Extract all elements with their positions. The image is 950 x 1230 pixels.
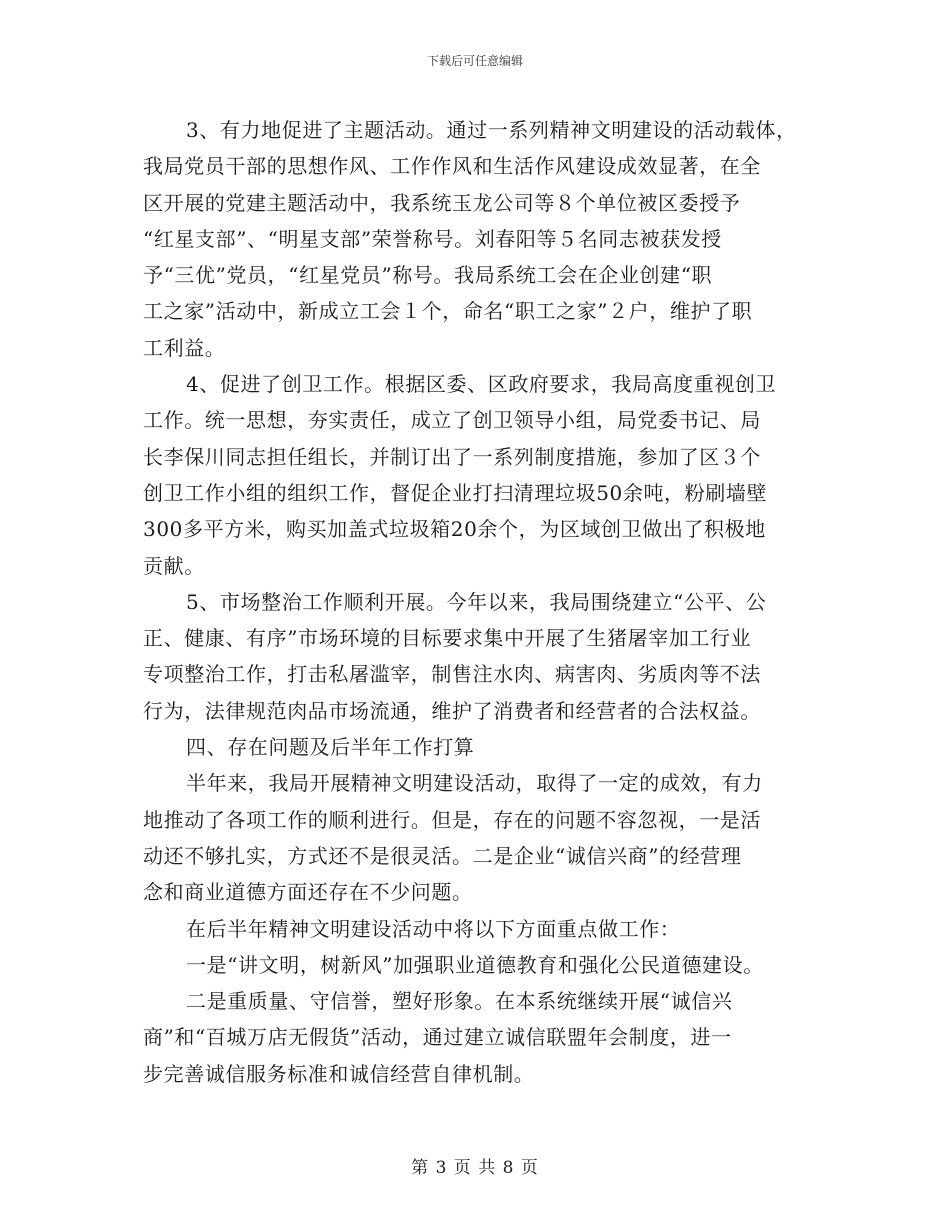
text-line: 半年来，我局开展精神文明建设活动，取得了一定的成效，有力	[186, 771, 763, 796]
text-line: 创卫工作小组的组织工作，督促企业打扫清理垃圾50余吨，粉刷墙壁	[143, 480, 768, 505]
text-line: 地推动了各项工作的顺利进行。但是，存在的问题不容忽视，一是活	[143, 807, 761, 832]
text-line: 步完善诚信服务标准和诚信经营自律机制。	[143, 1061, 535, 1086]
text-line: “红星支部”、“明星支部”荣誉称号。刘春阳等５名同志被获发授	[143, 226, 722, 251]
text-line: 工利益。	[143, 335, 226, 360]
text-line: 正、健康、有序”市场环境的目标要求集中开展了生猪屠宰加工行业	[143, 626, 752, 651]
text-line: 念和商业道德方面还存在不少问题。	[143, 880, 473, 905]
document-body	[143, 112, 833, 1092]
text-line: 二是重质量、守信誉，塑好形象。在本系统继续开展“诚信兴	[186, 989, 733, 1014]
text-line: 四、存在问题及后半年工作打算	[186, 735, 475, 760]
text-line: 行为，法律规范肉品市场流通，维护了消费者和经营者的合法权益。	[143, 698, 761, 723]
text-line: 在后半年精神文明建设活动中将以下方面重点做工作：	[186, 916, 681, 941]
text-line: 工作。统一思想，夯实责任，成立了创卫领导小组，局党委书记、局	[143, 408, 761, 433]
text-line: 长李保川同志担任组长，并制订出了一系列制度措施，参加了区３个	[143, 444, 761, 469]
text-line: 工之家”活动中，新成立工会１个，命名“职工之家”２户，维护了职	[143, 299, 753, 324]
text-line: 5、市场整治工作顺利开展。今年以来，我局围绕建立“公平、公	[186, 589, 767, 614]
text-line: 一是“讲文明，树新风”加强职业道德教育和强化公民道德建设。	[186, 952, 764, 977]
text-line: 贡献。	[143, 553, 205, 578]
text-line: 我局党员干部的思想作风、工作作风和生活作风建设成效显著，在全	[143, 154, 761, 179]
text-line: 300多平方米，购买加盖式垃圾箱20余个，为区域创卫做出了积极地	[143, 517, 766, 542]
text-line: 专项整治工作，打击私屠滥宰，制售注水肉、病害肉、劣质肉等不法	[143, 662, 761, 687]
text-line: 4、促进了创卫工作。根据区委、区政府要求，我局高度重视创卫	[186, 372, 777, 397]
text-line: 予“三优”党员，“红星党员”称号。我局系统工会在企业创建“职	[143, 263, 713, 288]
page-number-footer: 第 3 页 共 8 页	[411, 1158, 539, 1178]
text-line: 3、有力地促进了主题活动。通过一系列精神文明建设的活动载体，	[186, 118, 797, 142]
page-header: 下载后可任意编辑	[426, 54, 523, 68]
text-line: 区开展的党建主题活动中，我系统玉龙公司等８个单位被区委授予	[143, 190, 741, 215]
text-line: 动还不够扎实，方式还不是很灵活。二是企业“诚信兴商”的经营理	[143, 843, 742, 868]
text-line: 商”和“百城万店无假货”活动，通过建立诚信联盟年会制度，进一	[143, 1025, 732, 1050]
